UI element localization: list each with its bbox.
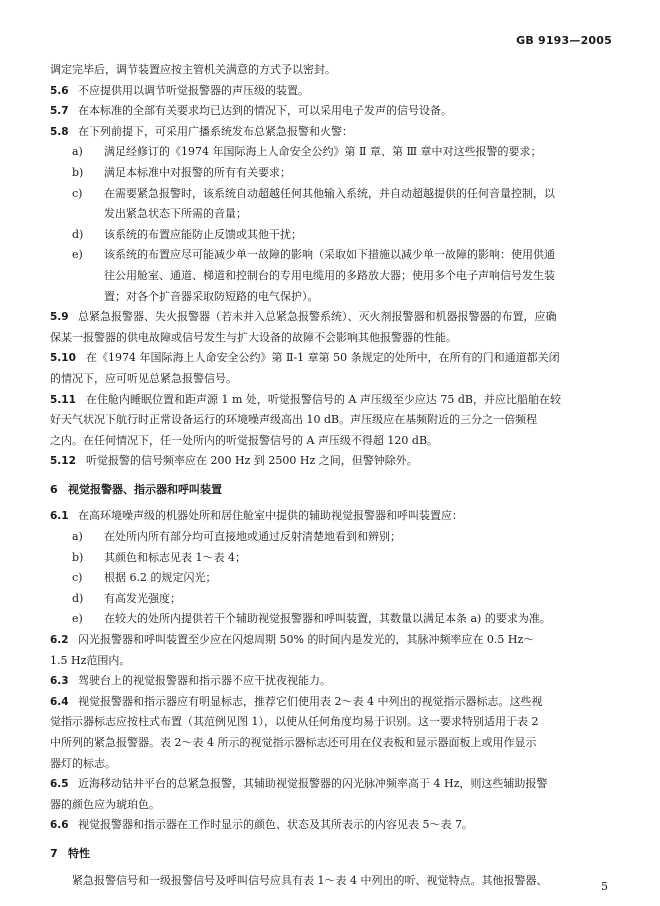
- clause-5-6: [50, 81, 616, 102]
- section-heading-7: [50, 844, 616, 865]
- clause-text: 视觉报警器和指示器应有明显标志，推荐它们使用表 2～表 4 中列出的视觉指示器标志。这些视: [78, 694, 543, 708]
- clause-text: 在高环境噪声级的机器处所和居住舱室中提供的辅助视觉报警器和呼叫装置应：: [78, 509, 463, 523]
- clause-number: 6.1: [50, 510, 69, 523]
- clause-number: 5.10: [50, 352, 76, 365]
- paragraph-line: 中所列的紧急报警器。表 2～表 4 所示的视觉指示器标志还可用在仪表板和显示器面板上或用作显示: [50, 736, 537, 749]
- clause-number: 6.4: [50, 695, 69, 708]
- section-number: 6: [50, 482, 58, 496]
- clause-6-4: [50, 692, 616, 713]
- section-title: 视觉报警器、指示器和呼叫装置: [68, 482, 222, 496]
- clause-number: 6.6: [50, 819, 69, 832]
- clause-number: 5.9: [50, 311, 69, 324]
- list-item-continuation: 发出紧急状态下所需的音量；: [104, 207, 247, 221]
- text: 调定完毕后，调节装置应按主管机关满意的方式予以密封。: [50, 63, 336, 76]
- clause-number: 5.11: [50, 393, 76, 406]
- list-marker: e): [72, 248, 83, 262]
- clause-6-6: [50, 815, 616, 836]
- clause-number: 5.7: [50, 105, 69, 118]
- clause-text: 在本标准的全部有关要求均已达到的情况下，可以采用电子发声的信号设备。: [78, 104, 452, 118]
- list-item-continuation: 往公用舱室、通道、梯道和控制台的专用电缆用的多路放大器；使用多个电子声响信号发生装: [104, 268, 555, 282]
- standard-code: GB 9193—2005: [516, 34, 612, 47]
- list-marker: c): [72, 186, 83, 200]
- clause-text: 总紧急报警器、失火报警器（若未并入总紧急报警系统）、灭火剂报警器和机器报警器的布置，应确: [78, 310, 557, 324]
- list-item-c: [50, 184, 616, 205]
- paragraph-line: 保某一报警器的供电故障或信号发生与扩大设备的故障不会影响其他报警器的性能。: [50, 330, 457, 344]
- list-text: 其颜色和标志见表 1～表 4；: [104, 550, 246, 564]
- list-item-c: [50, 568, 616, 589]
- section-title: 特性: [68, 846, 90, 860]
- clause-text: 听觉报警的信号频率应在 200 Hz 到 2500 Hz 之间，但警钟除外。: [86, 454, 418, 468]
- list-item-a: [50, 142, 616, 163]
- clause-number: 6.2: [50, 634, 69, 647]
- clause-5-7: [50, 101, 616, 122]
- clause-6-3: [50, 671, 616, 692]
- clause-5-11: [50, 390, 616, 411]
- list-marker: d): [72, 591, 84, 605]
- list-marker: a): [72, 530, 83, 544]
- list-text: 有高发光强度；: [104, 591, 181, 605]
- clause-number: 6.5: [50, 778, 69, 791]
- list-text: 在需要紧急报警时，该系统自动超越任何其他输入系统，并自动超越提供的任何音量控制，以: [104, 186, 555, 200]
- paragraph-line: 1.5 Hz范围内。: [50, 653, 131, 667]
- list-marker: a): [72, 145, 83, 159]
- clause-number: 5.8: [50, 125, 69, 138]
- clause-6-1: [50, 506, 616, 527]
- list-item-continuation: 置；对各个扩音器采取防短路的电气保护）。: [104, 289, 319, 303]
- clause-5-10: [50, 348, 616, 369]
- paragraph-line: 器灯的标志。: [50, 756, 116, 770]
- clause-text: 近海移动钻井平台的总紧急报警，其辅助视觉报警器的闪光脉冲频率高于 4 Hz，则这些辅助报警: [78, 777, 548, 791]
- list-text: 满足经修订的《1974 年国际海上人命安全公约》第 Ⅱ 章、第 Ⅲ 章中对这些报警的要求；: [104, 145, 542, 159]
- list-text: 在较大的处所内提供若干个辅助视觉报警器和呼叫装置，其数量以满足本条 a) 的要求为准。: [104, 612, 551, 626]
- clause-number: 5.6: [50, 84, 69, 97]
- list-text: 在处所内所有部分均可直接地或通过反射清楚地看到和辨别；: [104, 530, 401, 544]
- paragraph-line: 的情况下，应可听见总紧急报警信号。: [50, 371, 237, 385]
- paragraph-line: 之内。在任何情况下，任一处所内的听觉报警信号的 A 声压级不得超 120 dB。: [50, 433, 439, 447]
- clause-number: 6.3: [50, 675, 69, 688]
- paragraph-line: 觉指示器标志应按柱式布置（其范例见图 1），以使从任何角度均易于识别。这一要求特别适用于表 2: [50, 715, 539, 729]
- list-item-a: [50, 527, 616, 548]
- list-marker: e): [72, 612, 83, 626]
- clause-5-9: [50, 307, 616, 328]
- list-marker: b): [72, 550, 84, 564]
- clause-text: 在住舱内睡眠位置和距声源 1 m 处，听觉报警信号的 A 声压级至少应达 75 dB，并应比船舶在较: [86, 392, 561, 406]
- clause-5-8: [50, 122, 616, 143]
- list-item-d: [50, 225, 616, 246]
- section-number: 7: [50, 846, 58, 860]
- list-marker: c): [72, 571, 83, 585]
- page-content: [50, 60, 616, 891]
- list-marker: b): [72, 165, 84, 179]
- clause-6-2: [50, 630, 616, 651]
- clause-text: 视觉报警器和指示器在工作时显示的颜色、状态及其所表示的内容见表 5～表 7。: [78, 818, 473, 832]
- paragraph-line: 器的颜色应为琥珀色。: [50, 797, 160, 811]
- list-text: 满足本标准中对报警的所有有关要求；: [104, 165, 291, 179]
- list-text: 根据 6.2 的规定闪光；: [104, 571, 217, 585]
- list-item-b: [50, 548, 616, 569]
- clause-text: 在《1974 年国际海上人命安全公约》第 Ⅱ-1 章第 50 条规定的处所中，在所有的门和通道都关闭: [86, 351, 560, 365]
- list-text: 该系统的布置应尽可能减少单一故障的影响（采取如下措施以减少单一故障的影响：使用供通: [104, 248, 555, 262]
- list-item-b: [50, 163, 616, 184]
- page-number: 5: [601, 880, 608, 893]
- clause-6-5: [50, 774, 616, 795]
- clause-text: 闪光报警器和呼叫装置至少应在闪熄周期 50% 的时间内是发光的，其脉冲频率应在 0.5 Hz～: [78, 633, 535, 647]
- paragraph-line: [50, 60, 616, 81]
- clause-text: 不应提供用以调节听觉报警器的声压级的装置。: [78, 83, 309, 97]
- clause-number: 5.12: [50, 455, 76, 468]
- list-item-d: [50, 589, 616, 610]
- clause-text: 驾驶台上的视觉报警器和指示器不应干扰夜视能力。: [78, 674, 331, 688]
- list-item-e: [50, 245, 616, 266]
- section-heading-6: [50, 480, 616, 501]
- clause-text: 在下列前提下，可采用广播系统发布总紧急报警和火警：: [78, 124, 353, 138]
- list-marker: d): [72, 227, 84, 241]
- paragraph-line: 好天气状况下航行时正常设备运行的环境噪声级高出 10 dB。声压级应在基频附近的三分之一倍频程: [50, 413, 538, 427]
- clause-5-12: [50, 451, 616, 472]
- list-item-e: [50, 609, 616, 630]
- list-text: 该系统的布置应能防止反馈或其他干扰；: [104, 227, 302, 241]
- paragraph-line: 紧急报警信号和一级报警信号及呼叫信号应具有表 1～表 4 中列出的听、视觉特点。其他报警器、: [72, 873, 548, 887]
